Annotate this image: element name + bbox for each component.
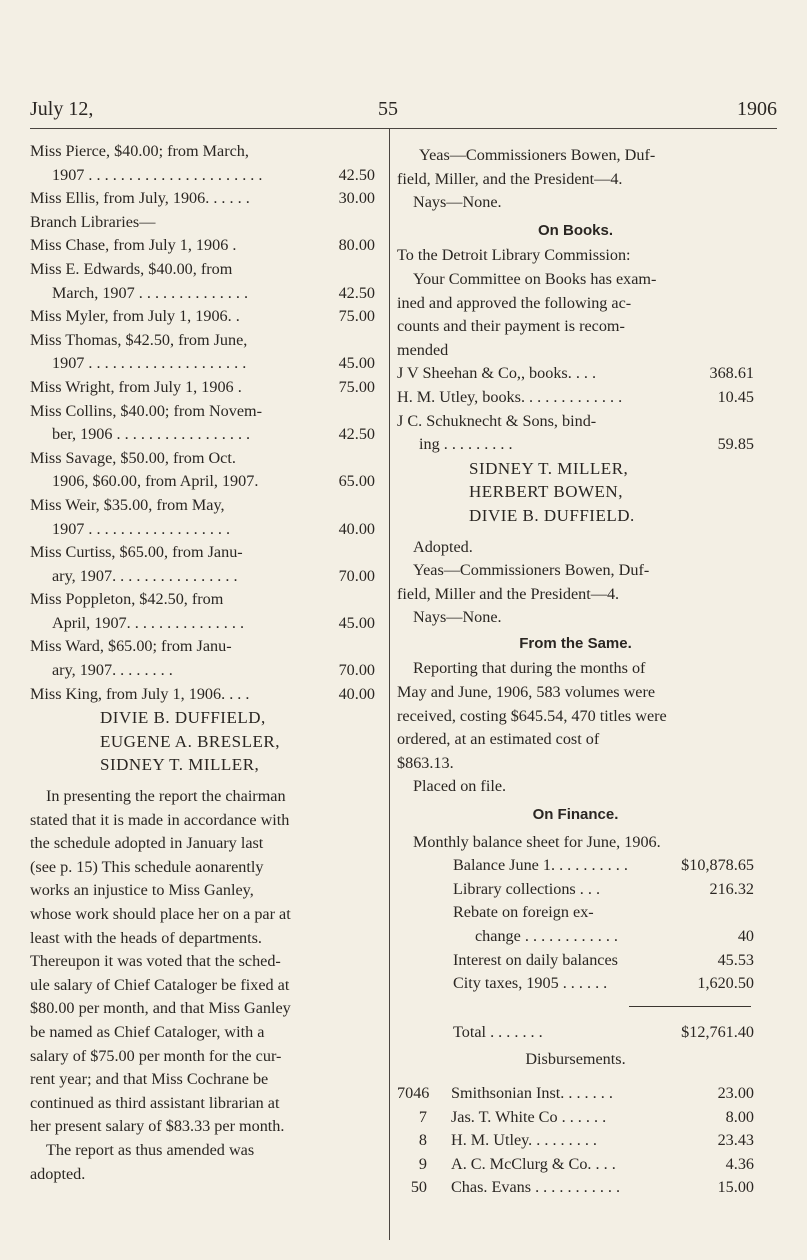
total-row xyxy=(397,1021,754,1045)
book-account-entry xyxy=(397,386,754,410)
paragraph-line: ule salary of Chief Cataloger be fixed at xyxy=(30,975,290,994)
paragraph-line: Thereupon it was voted that the sched- xyxy=(30,952,281,971)
vote-block-1 xyxy=(397,144,754,215)
balance-entry xyxy=(397,949,754,973)
header-date: July 12, xyxy=(30,98,94,120)
payee-name: Chas. Evans . . . . . . . . . . . xyxy=(451,1178,621,1197)
report-line: Reporting that during the months of xyxy=(413,659,646,678)
paragraph-line: her present salary of $83.33 per month. xyxy=(30,1117,285,1136)
vote-block-2 xyxy=(397,559,754,630)
entry-amount: 42.50 xyxy=(338,283,375,302)
entry-amount: 42.50 xyxy=(338,165,375,184)
disbursement-amount: 4.36 xyxy=(725,1154,754,1173)
payee-name: H. M. Utley. . . . . . . . . xyxy=(451,1131,597,1150)
entry-text: J C. Schuknecht & Sons, bind- xyxy=(397,411,597,430)
entry-amount: 75.00 xyxy=(338,307,375,326)
entry-text: Miss Myler, from July 1, 1906. . xyxy=(30,307,240,326)
paragraph-line: adopted. xyxy=(30,1164,86,1183)
vote-line xyxy=(397,144,754,168)
total-amount: $12,761.40 xyxy=(681,1022,754,1041)
salary-entry xyxy=(30,282,375,306)
entry-text: 1907 . . . . . . . . . . . . . . . . . . . . . . xyxy=(52,165,263,184)
disbursement-amount: 8.00 xyxy=(725,1107,754,1126)
voucher-number: 7046 xyxy=(397,1083,430,1102)
entry-text: Miss E. Edwards, $40.00, from xyxy=(30,259,233,278)
paragraph-line: rent year; and that Miss Cochrane be xyxy=(30,1070,269,1089)
signature-line: HERBERT BOWEN, xyxy=(469,482,623,502)
entry-text: Miss Weir, $35.00, from May, xyxy=(30,495,225,514)
entry-amount: 368.61 xyxy=(709,364,754,383)
intro-line: Your Committee on Books has exam- xyxy=(413,269,657,288)
adopted-note: Adopted. xyxy=(413,537,473,556)
disbursement-entry xyxy=(397,1129,754,1153)
paragraph-line: the schedule adopted in January last xyxy=(30,834,264,853)
entry-amount: 42.50 xyxy=(338,425,375,444)
intro-line: counts and their payment is recom- xyxy=(397,317,625,336)
voucher-number: 8 xyxy=(418,1131,427,1150)
report-line: received, costing $645.54, 470 titles were xyxy=(397,706,667,725)
balance-entry xyxy=(397,925,754,949)
disbursement-entry xyxy=(397,1153,754,1177)
entry-amount: 45.53 xyxy=(717,950,754,969)
entry-amount: 45.00 xyxy=(338,613,375,632)
salary-entry xyxy=(30,258,375,282)
report-line: May and June, 1906, 583 volumes were xyxy=(397,683,656,702)
entry-text: Miss King, from July 1, 1906. . . . xyxy=(30,684,250,703)
entry-text: 1906, $60.00, from April, 1907. xyxy=(52,472,259,491)
salary-entry xyxy=(30,541,375,565)
entry-text: Miss Wright, from July 1, 1906 . xyxy=(30,377,242,396)
vote-line: Nays—None. xyxy=(413,608,502,627)
entry-text: Miss Thomas, $42.50, from June, xyxy=(30,330,248,349)
entry-text: Miss Chase, from July 1, 1906 . xyxy=(30,236,237,255)
entry-text: Rebate on foreign ex- xyxy=(453,903,594,922)
balance-entry xyxy=(397,972,754,996)
salary-entry xyxy=(30,518,375,542)
paragraph-line: whose work should place her on a par at xyxy=(30,905,291,923)
entry-amount: 40.00 xyxy=(338,519,375,538)
left-signatures xyxy=(30,706,375,777)
salary-entry xyxy=(30,659,375,683)
intro-line: To the Detroit Library Commission: xyxy=(397,246,631,265)
entry-amount: 45.00 xyxy=(338,354,375,373)
entry-text: City taxes, 1905 . . . . . . xyxy=(453,974,608,993)
entry-amount: 40 xyxy=(737,927,754,945)
entry-text: Miss Ward, $65.00; from Janu- xyxy=(30,637,232,656)
entry-text: April, 1907. . . . . . . . . . . . . . . xyxy=(52,613,244,632)
salary-entry xyxy=(30,635,375,659)
voucher-number: 7 xyxy=(418,1107,427,1126)
entry-text: ary, 1907. . . . . . . . xyxy=(52,661,173,680)
entry-text: Balance June 1. . . . . . . . . . xyxy=(453,856,628,875)
same-report xyxy=(397,657,754,775)
left-column xyxy=(30,140,375,1186)
section-heading-same: From the Same. xyxy=(519,634,632,652)
entry-amount: 1,620.50 xyxy=(697,974,754,993)
salary-list xyxy=(30,140,375,706)
salary-entry xyxy=(30,211,375,235)
salary-entry xyxy=(30,234,375,258)
voucher-number: 50 xyxy=(410,1178,427,1197)
salary-entry xyxy=(30,588,375,612)
paragraph-line: be named as Chief Cataloger, with a xyxy=(30,1022,265,1041)
page-number: 55 xyxy=(378,98,398,120)
books-intro xyxy=(397,244,754,362)
paragraph-line: salary of $75.00 per month for the cur- xyxy=(30,1046,282,1065)
intro-line: mended xyxy=(397,340,449,359)
balance-entry xyxy=(397,901,754,925)
entry-text: J V Sheehan & Co,, books. . . . xyxy=(397,364,597,383)
signature-line: DIVIE B. DUFFIELD. xyxy=(469,505,635,525)
entry-text: Branch Libraries— xyxy=(30,212,156,231)
book-account-entry xyxy=(397,433,754,457)
header-rule xyxy=(30,128,777,129)
entry-amount: 10.45 xyxy=(717,387,754,406)
entry-text: Miss Poppleton, $42.50, from xyxy=(30,590,224,609)
payee-name: Jas. T. White Co . . . . . . xyxy=(451,1107,607,1126)
entry-text: ing . . . . . . . . . xyxy=(419,435,513,454)
book-account-entry xyxy=(397,410,754,434)
entry-text: Miss Ellis, from July, 1906. . . . . . xyxy=(30,189,250,208)
payee-name: A. C. McClurg & Co. . . . xyxy=(451,1154,616,1173)
salary-entry xyxy=(30,565,375,589)
total-label: Total . . . . . . . xyxy=(453,1022,543,1041)
entry-amount: 70.00 xyxy=(338,566,375,585)
payee-name: Smithsonian Inst. . . . . . . xyxy=(451,1083,613,1102)
entry-text: H. M. Utley, books. . . . . . . . . . . . . xyxy=(397,387,623,406)
book-account-entry xyxy=(397,362,754,386)
voucher-number: 9 xyxy=(418,1154,427,1173)
entry-amount: 59.85 xyxy=(717,435,754,454)
paragraph-line: works an injustice to Miss Ganley, xyxy=(30,881,254,900)
entry-text: Miss Savage, $50.00, from Oct. xyxy=(30,448,236,467)
entry-text: Miss Curtiss, $65.00, from Janu- xyxy=(30,543,243,562)
balance-list xyxy=(397,854,754,996)
section-heading-finance: On Finance. xyxy=(532,806,619,824)
entry-amount: 40.00 xyxy=(338,684,375,703)
entry-text: ary, 1907. . . . . . . . . . . . . . . . xyxy=(52,566,238,585)
disbursement-amount: 23.43 xyxy=(717,1131,754,1150)
salary-entry xyxy=(30,612,375,636)
salary-entry xyxy=(30,447,375,471)
paragraph-line: $80.00 per month, and that Miss Ganley xyxy=(30,999,291,1018)
book-accounts xyxy=(397,362,754,456)
placed-note: Placed on file. xyxy=(413,777,507,796)
salary-entry xyxy=(30,305,375,329)
right-column xyxy=(397,140,754,1200)
entry-text: Library collections . . . xyxy=(453,879,600,898)
report-line: $863.13. xyxy=(397,753,454,772)
disbursement-list xyxy=(397,1082,754,1200)
salary-entry xyxy=(30,329,375,353)
signature-line: SIDNEY T. MILLER, xyxy=(469,458,629,478)
disbursement-amount: 23.00 xyxy=(717,1083,754,1102)
disbursement-entry xyxy=(397,1106,754,1130)
intro-line: ined and approved the following ac- xyxy=(397,293,632,312)
vote-text: Yeas—Commissioners Bowen, Duf- xyxy=(419,146,656,164)
signature-line: SIDNEY T. MILLER, xyxy=(100,755,260,775)
vote-line: field, Miller and the President—4. xyxy=(397,584,620,603)
salary-entry xyxy=(30,423,375,447)
entry-text: 1907 . . . . . . . . . . . . . . . . . . . . xyxy=(52,354,247,373)
balance-entry xyxy=(397,854,754,878)
salary-entry xyxy=(30,164,375,188)
entry-amount: 216.32 xyxy=(709,879,754,898)
paragraph-line: In presenting the report the chairman xyxy=(46,787,286,806)
balance-entry xyxy=(397,878,754,902)
report-line: ordered, at an estimated cost of xyxy=(397,730,600,749)
salary-entry xyxy=(30,494,375,518)
header-year: 1906 xyxy=(737,98,777,120)
entry-amount: 80.00 xyxy=(338,236,375,255)
paragraph-line: least with the heads of departments. xyxy=(30,928,262,947)
salary-entry xyxy=(30,400,375,424)
paragraph-line: (see p. 15) This schedule aonarently xyxy=(30,857,264,876)
finance-intro: Monthly balance sheet for June, 1906. xyxy=(413,832,661,851)
salary-entry xyxy=(30,352,375,376)
total-rule xyxy=(629,1006,751,1007)
vote-line: Nays—None. xyxy=(413,193,502,212)
salary-entry xyxy=(30,140,375,164)
disbursement-amount: 15.00 xyxy=(717,1178,754,1197)
page-header xyxy=(30,98,777,128)
vote-line: Yeas—Commissioners Bowen, Duf- xyxy=(413,561,650,580)
entry-text: Miss Collins, $40.00; from Novem- xyxy=(30,401,263,420)
entry-amount: $10,878.65 xyxy=(681,856,754,875)
entry-amount: 30.00 xyxy=(338,189,375,208)
paragraph-line: continued as third assistant librarian at xyxy=(30,1093,280,1112)
entry-amount: 75.00 xyxy=(338,377,375,396)
signature-line: EUGENE A. BRESLER, xyxy=(100,731,280,751)
salary-entry xyxy=(30,683,375,707)
entry-text: Miss Pierce, $40.00; from March, xyxy=(30,142,249,160)
entry-text: March, 1907 . . . . . . . . . . . . . . xyxy=(52,283,249,302)
entry-amount: 70.00 xyxy=(338,661,375,680)
disbursement-entry xyxy=(397,1082,754,1106)
signature-line: DIVIE B. DUFFIELD, xyxy=(100,708,266,728)
paragraph-line: The report as thus amended was xyxy=(46,1140,255,1159)
entry-amount: 65.00 xyxy=(338,472,375,491)
section-heading-books: On Books. xyxy=(537,221,613,239)
salary-entry xyxy=(30,376,375,400)
right-signatures xyxy=(397,457,754,528)
paragraph-line: stated that it is made in accordance with xyxy=(30,810,290,829)
salary-entry xyxy=(30,187,375,211)
entry-text: Interest on daily balances xyxy=(453,950,618,969)
disbursements-heading: Disbursements. xyxy=(525,1050,626,1069)
vote-line: field, Miller, and the President—4. xyxy=(397,169,623,188)
entry-text: change . . . . . . . . . . . . xyxy=(475,927,618,945)
salary-entry xyxy=(30,470,375,494)
disbursement-entry xyxy=(397,1176,754,1200)
entry-text: ber, 1906 . . . . . . . . . . . . . . . . . xyxy=(52,425,251,444)
entry-text: 1907 . . . . . . . . . . . . . . . . . . xyxy=(52,519,231,538)
chairman-paragraph xyxy=(30,785,375,1186)
column-divider xyxy=(389,128,390,1240)
